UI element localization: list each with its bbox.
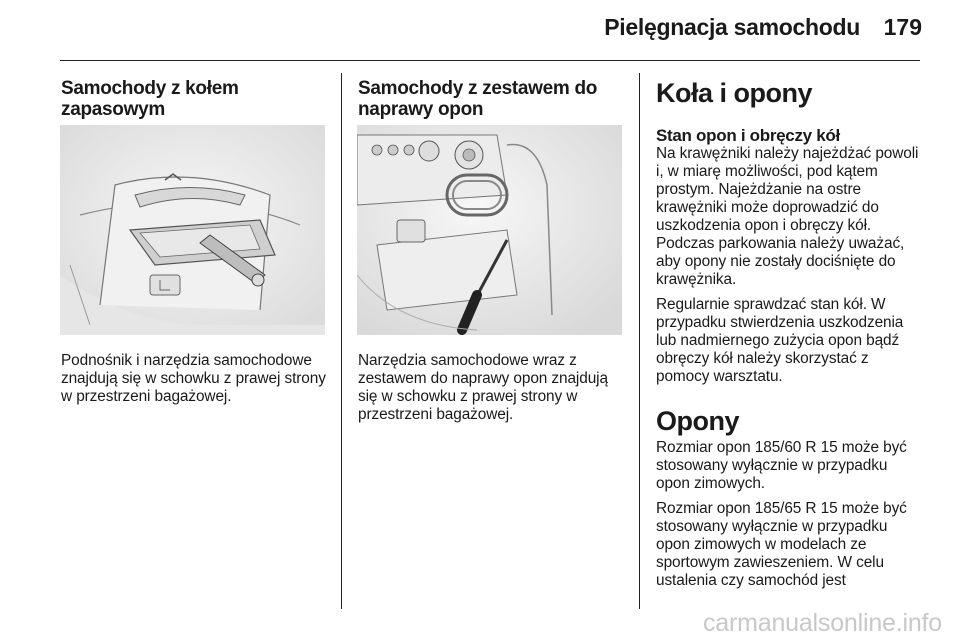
heading-spare-wheel: Samochody z kołem zapasowym [61,78,239,120]
caption-spare-wheel-block [61,352,331,406]
page-header [0,0,960,60]
spare-wheel-jack-illustration [60,125,325,335]
caption-repair-kit: Narzędzia samochodowe wraz z zestawem do naprawy opon znajdują się w schowku z prawej strony w przestrzeni bagażowej. [358,352,608,423]
paragraph-tyre-size-185-60: Rozmiar opon 185/60 R 15 może być stosowany wyłącznie w przypadku opon zimowych. [656,439,907,492]
section-title-wheels-tyres: Koła i opony [656,78,812,108]
section-title-tyres: Opony [656,406,739,436]
column-wheels-tyres [656,78,924,590]
column-divider-1 [341,73,342,609]
watermark: carmanualsonline.info [702,609,942,637]
header-title: Pielęgnacja samochodu [604,14,860,40]
page-number: 179 [883,14,922,40]
caption-spare-wheel: Podnośnik i narzędzia samochodowe znajdują się w schowku z prawej strony w przestrzeni bagażowej. [61,352,326,405]
tyre-repair-kit-illustration [357,125,622,335]
paragraph-regular-check: Regularnie sprawdzać stan kół. W przypadku stwierdzenia uszkodzenia lub nadmiernego zużycia opon bądź obręczy kół należy skorzystać z pomocy warsztatu. [656,296,904,385]
paragraph-tyre-size-185-65: Rozmiar opon 185/65 R 15 może być stosowany wyłącznie w przypadku opon zimowych w modelach ze sportowym zawieszeniem. W celu ustalenia czy samochód jest [656,500,907,589]
subheading-tyre-rim-condition: Stan opon i obręczy kół [656,126,840,145]
column-repair-kit [358,78,608,120]
header-rule [60,60,920,61]
column-spare-wheel [61,78,326,120]
caption-repair-kit-block [358,352,628,424]
heading-repair-kit: Samochody z zestawem do naprawy opon [358,78,598,120]
column-divider-2 [639,73,640,609]
paragraph-kerbs: Na krawężniki należy najeżdżać powoli i, w miarę możliwości, pod kątem prostym. Najeżdżanie na ostre krawężniki może doprowadzić do uszkodzenia opon i obręczy kół. Podczas parkowania należy uważać, aby opony nie zostały dociśnięte do krawężnika. [656,145,919,288]
